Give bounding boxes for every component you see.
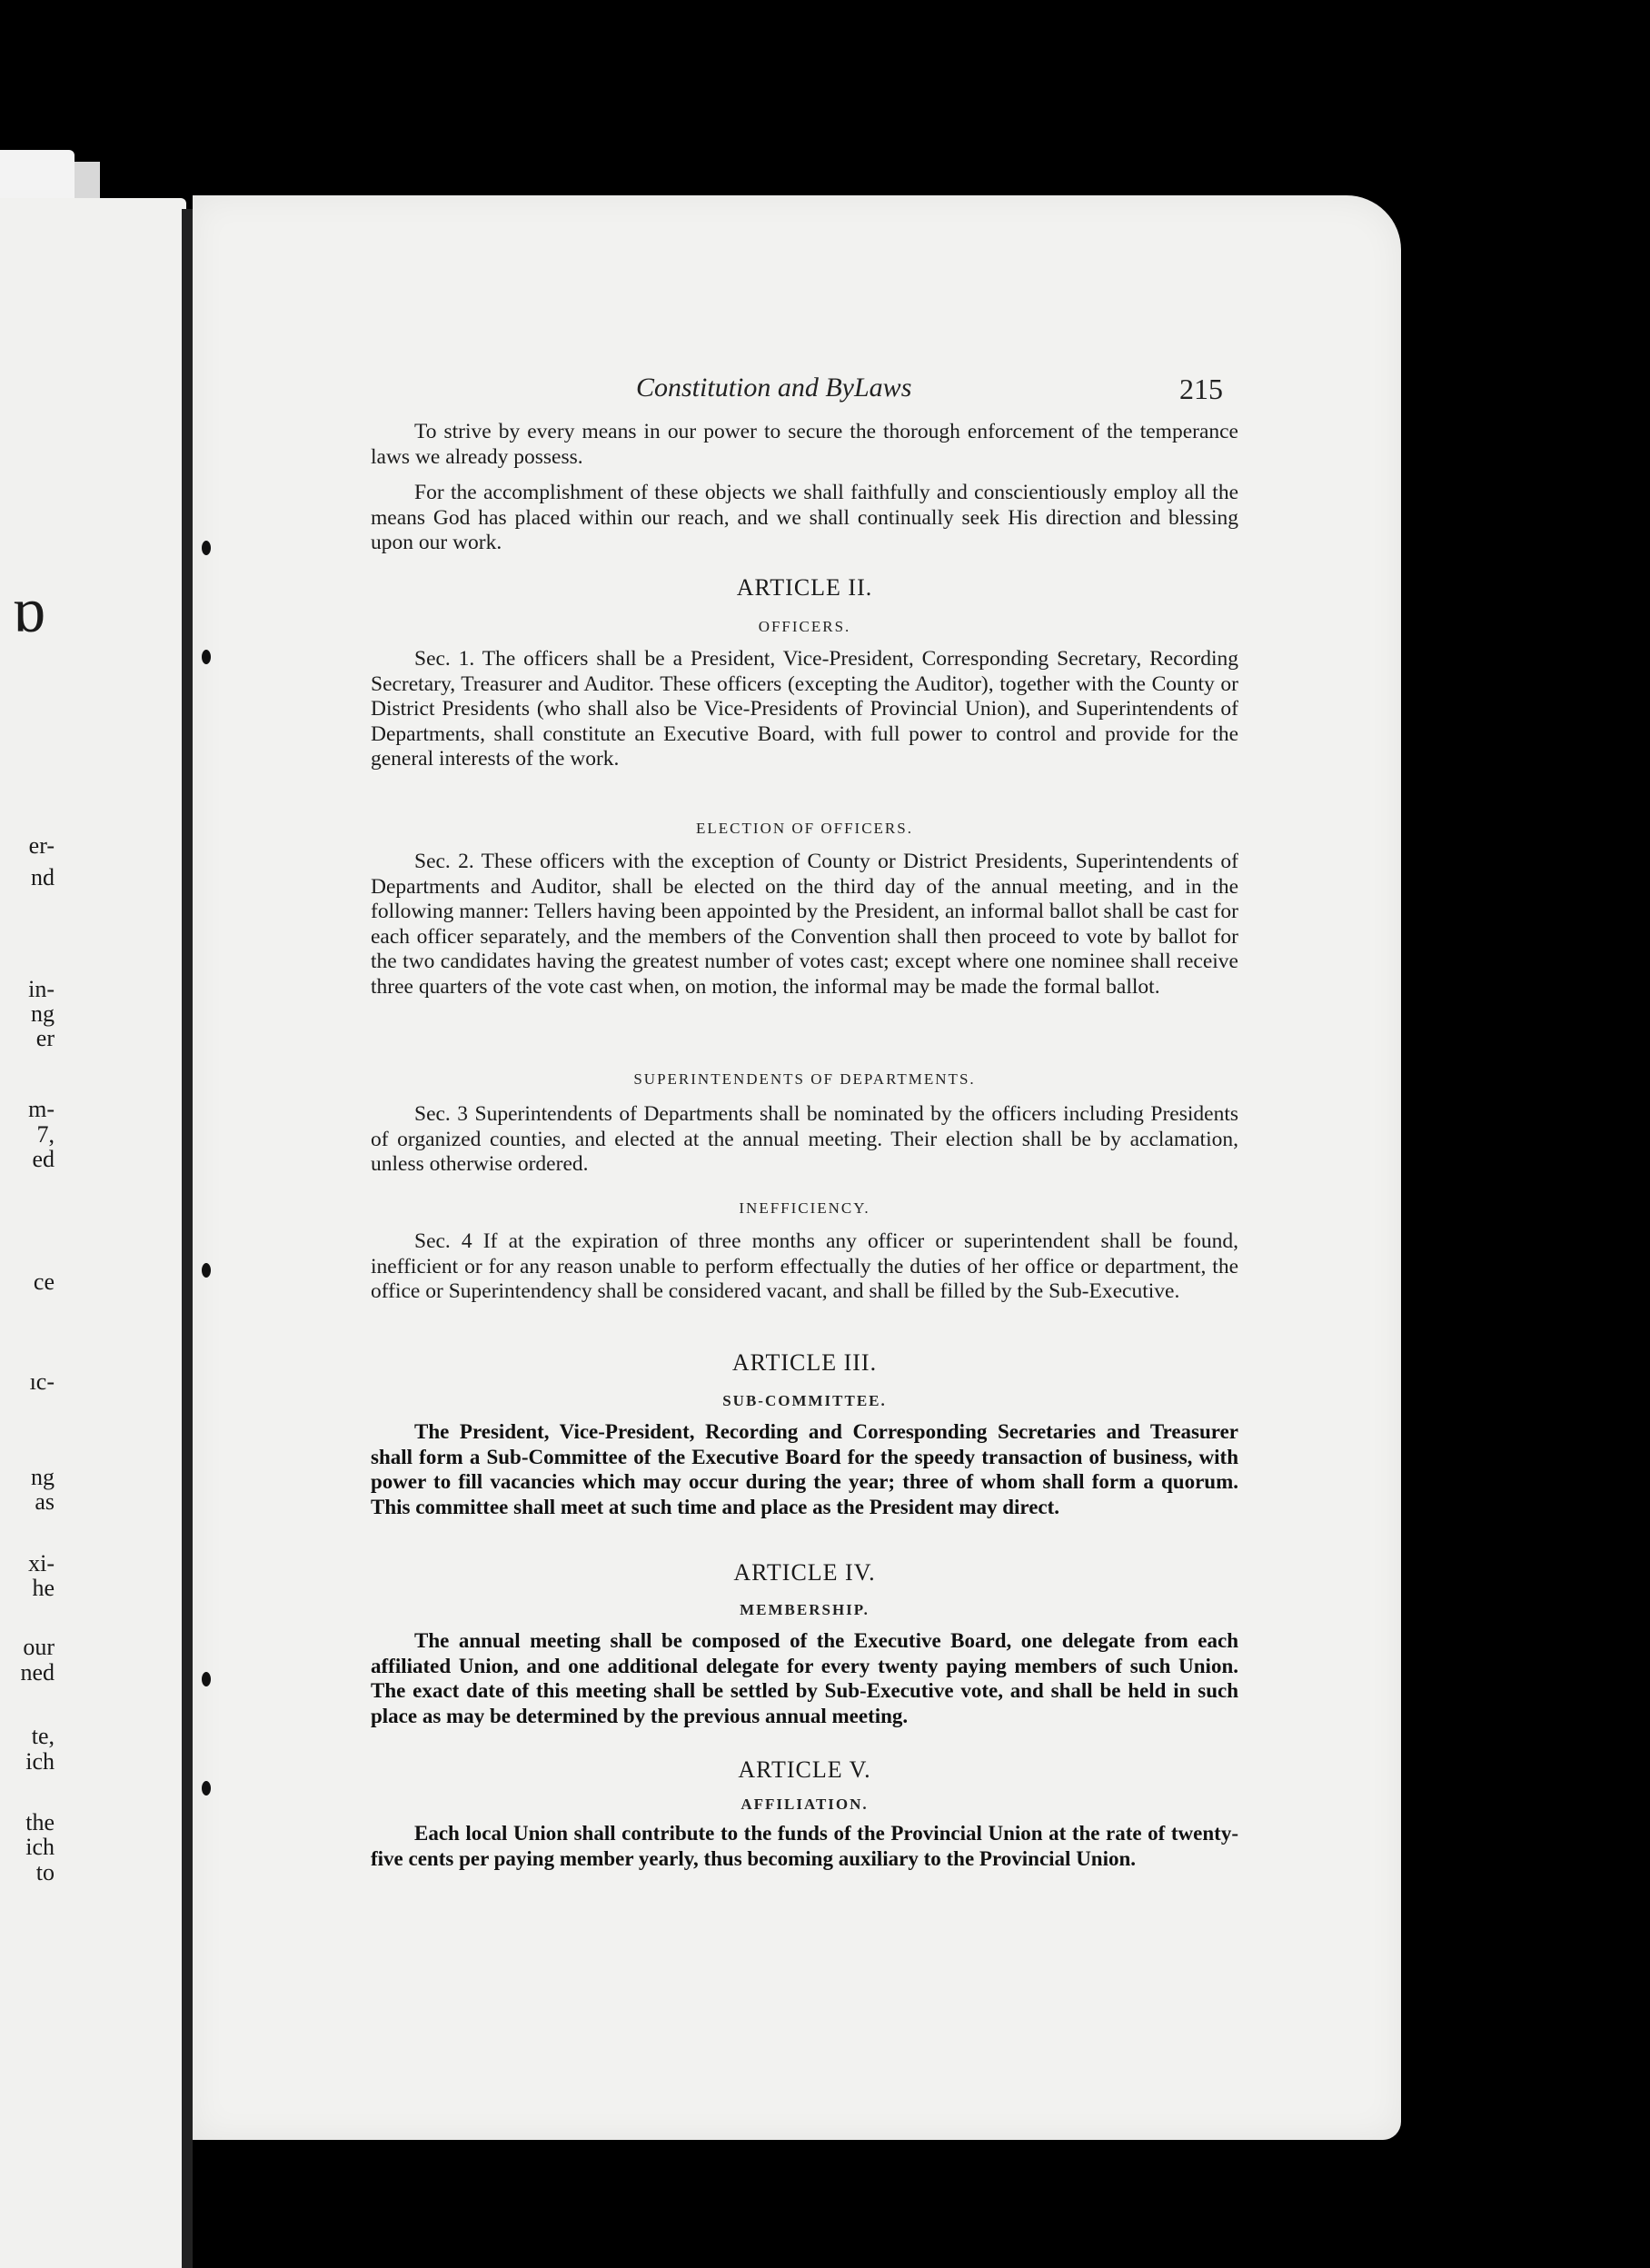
sec-4-text: Sec. 4 If at the expiration of three months any officer or superintendent shall be found, inefficient or for any reason unable to perform effectually the duties of her office or department, the office or Superintendency shall be considered vacant, and shall be filled by the Sub-Executive. bbox=[371, 1229, 1238, 1303]
section-heading-superintendents: SUPERINTENDENTS OF DEPARTMENTS. bbox=[633, 1070, 976, 1088]
binding-hole bbox=[202, 1263, 211, 1278]
left-fragment: he bbox=[32, 1575, 55, 1601]
left-fragment: ng bbox=[31, 1000, 55, 1027]
article-2-sec-1 bbox=[371, 647, 1238, 772]
section-heading-election: ELECTION OF OFFICERS. bbox=[696, 820, 913, 837]
section-heading-membership: MEMBERSHIP. bbox=[740, 1601, 870, 1618]
left-fragment: te, bbox=[31, 1723, 55, 1749]
article-4-text: The annual meeting shall be composed of the Executive Board, one delegate from each affiliated Union, and one additional delegate for every twenty paying members of such Union. The exact date of this meeting shall be settled by Sub-Executive vote, and shall be held in such place as may be determined by the previous annual meeting. bbox=[371, 1629, 1238, 1727]
left-fragment: er- bbox=[28, 832, 55, 859]
intro-paragraph: To strive by every means in our power to secure the thorough enforcement of the temperance laws we already possess. bbox=[371, 420, 1238, 469]
left-fragment: as bbox=[35, 1488, 55, 1515]
left-fragment: our bbox=[23, 1634, 55, 1660]
article-4-body bbox=[371, 1628, 1238, 1728]
left-fragment: ıc- bbox=[29, 1368, 55, 1395]
page-number: 215 bbox=[1179, 373, 1223, 405]
left-fragment: ed bbox=[32, 1146, 55, 1172]
left-page bbox=[0, 198, 186, 2268]
left-fragment: in- bbox=[28, 976, 55, 1002]
section-heading-sub-committee: SUB-COMMITTEE. bbox=[722, 1392, 887, 1409]
section-heading-affiliation: AFFILIATION. bbox=[741, 1796, 869, 1813]
running-header-title: Constitution and ByLaws bbox=[636, 373, 912, 403]
article-3-title: ARTICLE III. bbox=[731, 1349, 878, 1376]
sec-3-text: Sec. 3 Superintendents of Departments shall be nominated by the officers including Presidents of organized counties, and elected at the annual meeting. Their election shall be by acclamation, unless otherwise ordered. bbox=[371, 1102, 1238, 1176]
left-fragment: ɒ bbox=[12, 576, 45, 646]
left-fragment: m- bbox=[28, 1096, 55, 1122]
binding-hole bbox=[202, 1781, 211, 1796]
left-fragment: er bbox=[35, 1025, 55, 1051]
article-2-sec-4 bbox=[371, 1229, 1238, 1305]
article-3-body bbox=[371, 1419, 1238, 1519]
book-spine bbox=[182, 209, 193, 2268]
article-5-text: Each local Union shall contribute to the funds of the Provincial Union at the rate of twenty-five cents per paying member yearly, thus becoming auxiliary to the Provincial Union. bbox=[371, 1822, 1238, 1870]
article-3-text: The President, Vice-President, Recording and Corresponding Secretaries and Treasurer shall form a Sub-Committee of the Executive Board for the speedy transaction of business, with power to fill vacancies which may occur during the year; three of whom shall form a quorum. This committee shall meet at such time and place as the President may direct. bbox=[371, 1420, 1238, 1518]
binding-hole bbox=[202, 650, 211, 664]
article-4-title: ARTICLE IV. bbox=[733, 1559, 876, 1586]
left-fragment: ng bbox=[31, 1464, 55, 1490]
intro-text bbox=[371, 420, 1238, 556]
left-fragment: the bbox=[25, 1809, 55, 1835]
left-page-edge bbox=[0, 150, 75, 200]
left-fragment: ned bbox=[20, 1659, 55, 1686]
sec-1-text: Sec. 1. The officers shall be a President, Vice-President, Corresponding Secretary, Recording Secretary, Treasurer and Auditor. These officers (excepting the Auditor), together with the County or District Presidents (who shall also be Vice-Presidents of Provincial Union), and Superintendents of Departments, shall constitute an Executive Board, with full power to control and provide for the general interests of the work. bbox=[371, 647, 1238, 771]
sec-2-text: Sec. 2. These officers with the exception of County or District Presidents, Superintendents of Departments and Auditor, shall be elected on the third day of the annual meeting, and in the following manner: Tellers having been appointed by the President, an informal ballot shall be cast for each officer separately, and the members of the Convention shall then proceed to vote by ballot for the two candidates having the greatest number of votes cast; except where one nominee shall receive three quarters of the vote cast when, on motion, the informal may be made the formal ballot. bbox=[371, 850, 1238, 999]
binding-hole bbox=[202, 541, 211, 555]
left-fragment: ich bbox=[25, 1748, 55, 1775]
article-5-title: ARTICLE V. bbox=[738, 1756, 871, 1783]
left-fragment: xi- bbox=[28, 1550, 55, 1577]
left-page-edge-shadow bbox=[75, 162, 100, 200]
left-fragment: to bbox=[35, 1859, 55, 1885]
article-2-sec-3 bbox=[371, 1102, 1238, 1178]
section-heading-officers: OFFICERS. bbox=[758, 618, 851, 635]
intro-paragraph: For the accomplishment of these objects we shall faithfully and conscientiously employ all the means God has placed within our reach, and we shall continually seek His direction and blessing upon our work. bbox=[371, 481, 1238, 554]
left-fragment: ich bbox=[25, 1834, 55, 1860]
article-5-body bbox=[371, 1821, 1238, 1871]
left-fragment: 7, bbox=[36, 1121, 55, 1148]
binding-hole bbox=[202, 1672, 211, 1686]
article-2-title: ARTICLE II. bbox=[736, 574, 873, 601]
article-2-sec-2 bbox=[371, 850, 1238, 1000]
left-fragment: ce bbox=[33, 1268, 55, 1295]
section-heading-inefficiency: INEFFICIENCY. bbox=[739, 1199, 870, 1217]
left-fragment: nd bbox=[31, 864, 55, 890]
